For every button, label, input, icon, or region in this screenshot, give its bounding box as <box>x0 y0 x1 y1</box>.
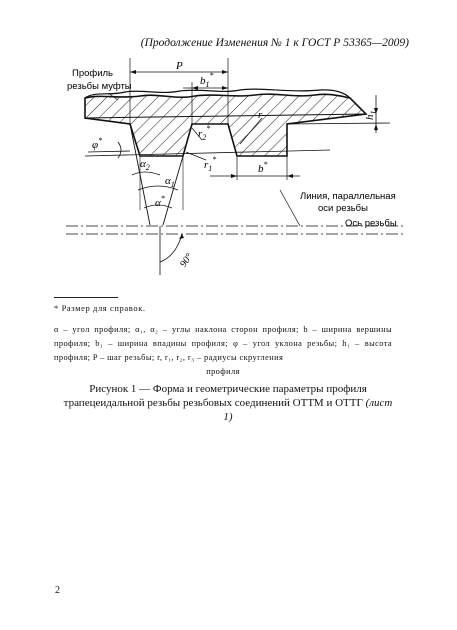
legend-line-3: h₁ – высота профиля; P – шаг резьбы; r, r₁, r₂, r₃ – радиусы скругления <box>54 339 392 362</box>
svg-text:h1: $h_1$ <box>364 110 378 120</box>
parallel-line-label-2: оси резьбы <box>318 203 368 214</box>
label-alpha2: α <box>140 158 146 170</box>
svg-text:b*: b* <box>258 160 268 175</box>
label-h1: h <box>364 114 376 120</box>
svg-text:α*: α* <box>155 194 165 209</box>
svg-text:b1*: $b_1^*$ <box>200 71 214 89</box>
caption-suffix: (лист 1) <box>223 397 393 423</box>
svg-text:α1: $\alpha_1$ <box>165 175 175 189</box>
parallel-line-label-1: Линия, параллельная <box>300 191 396 202</box>
crest-ext-line <box>287 123 390 124</box>
label-r: r <box>258 109 263 121</box>
legend-line-4: профиля <box>206 367 240 376</box>
label-b1: b <box>200 75 206 87</box>
page-header: (Продолжение Изменения № 1 к ГОСТ Р 53365—2009) <box>140 37 409 49</box>
profile-title-2: резьбы муфты <box>67 81 132 92</box>
legend-line-2: вершины профиля; b₁ – ширина впадины профиля; φ – угол уклона резьбы; <box>54 325 392 348</box>
label-r1: r <box>204 159 209 171</box>
phi-line <box>88 151 130 152</box>
label-phi: φ <box>92 139 99 151</box>
flank-right <box>163 156 183 225</box>
svg-text:r2*: $r_2^*$ <box>198 124 211 142</box>
label-b: b <box>258 163 264 175</box>
footnote-rule <box>54 297 118 298</box>
coupling-thread-section <box>85 94 366 156</box>
caption-line-1: Рисунок 1 — Форма и геометрические параметры профиля <box>89 383 367 395</box>
page-number: 2 <box>55 585 60 596</box>
label-r2: r <box>198 128 203 140</box>
profile-title-1: Профиль <box>72 68 114 79</box>
figure-caption <box>58 382 398 424</box>
thread-axis-label: Ось резьбы <box>345 218 397 229</box>
svg-text:r1*: $r_1^*$ <box>204 155 217 173</box>
label-alpha1: α <box>165 175 171 187</box>
legend-line-1: α – угол профиля; α₁, α₂ – углы наклона сторон профиля; b – ширина <box>54 325 352 334</box>
label-p: P <box>176 60 183 72</box>
caption-line-2: трапецеидальной резьбы резьбовых соединений ОТТМ и ОТТГ <box>63 397 363 409</box>
label-alpha: α <box>155 197 161 209</box>
thread-profile-figure <box>0 0 457 300</box>
svg-text:φ*: φ* <box>92 136 103 151</box>
label-90: 90° <box>178 251 196 270</box>
legend <box>54 323 392 379</box>
footnote: * Размер для справок. <box>54 303 146 313</box>
svg-text:α2: $\alpha_2$ <box>140 158 150 172</box>
